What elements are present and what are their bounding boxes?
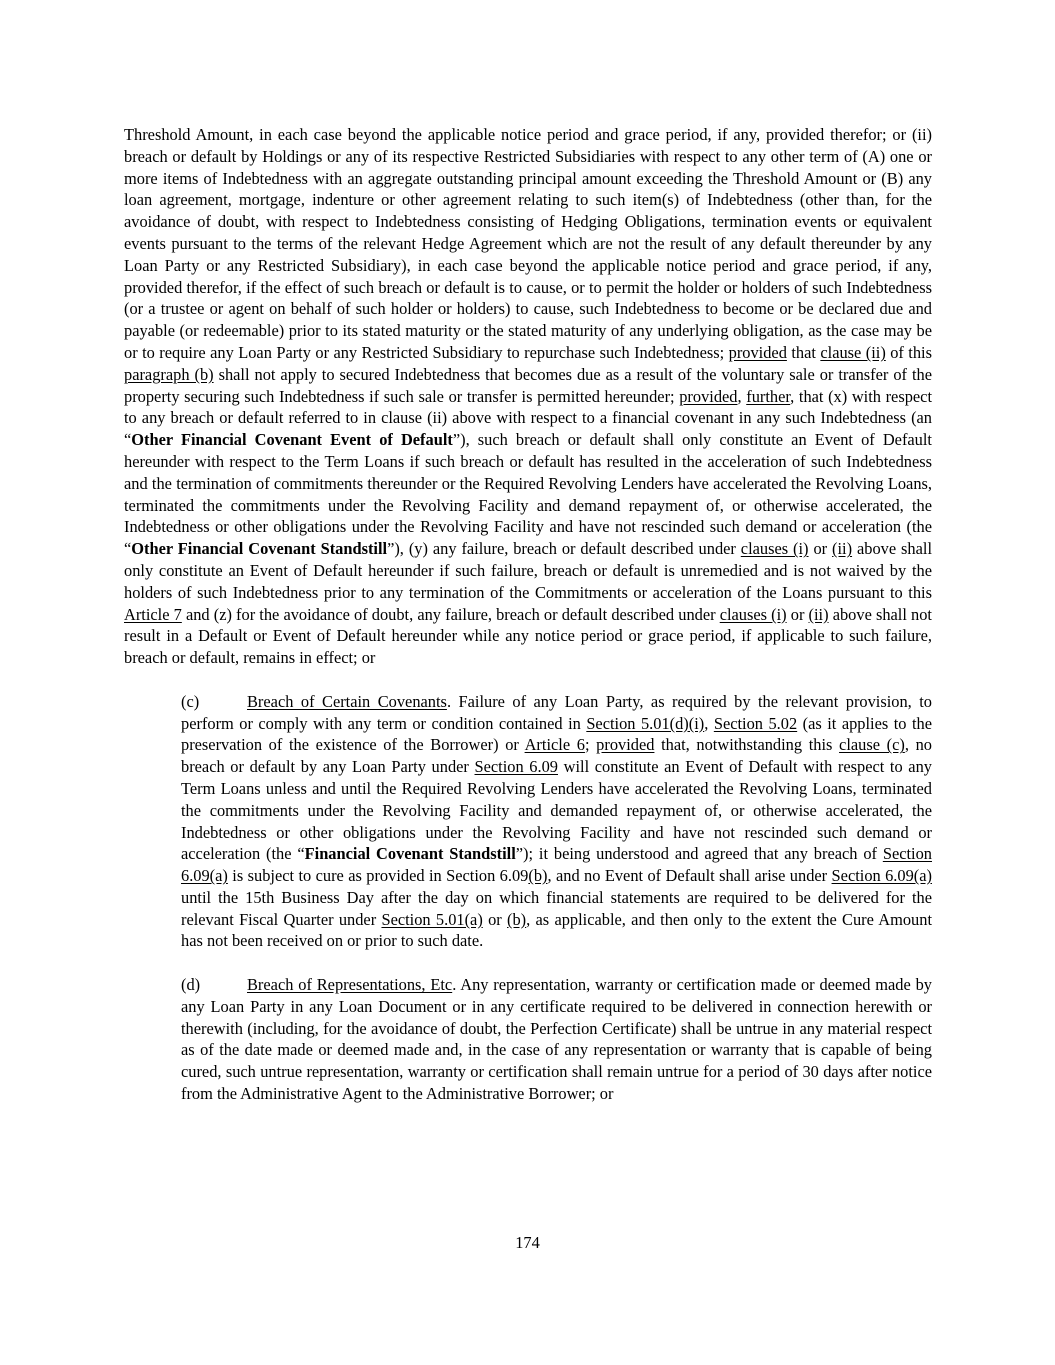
underlined-reference: Breach of Representations, Etc	[247, 975, 453, 995]
text-run: ;	[584, 735, 597, 755]
clause-label: (d)	[181, 975, 201, 995]
paragraph-d-breach-of-representations	[124, 974, 932, 1105]
text-run: . Any representation, warranty or certification made or deemed made by any Loan Party in any Loan Document or in any certificate required to be delivered in connection herewith or therewith (including, for the avoidance of doubt, the Perfection Certificate) shall be untrue in any material respect as of the date made or deemed made and, in the case of any representation or warranty that is capable of being cured, such untrue representation, warranty or certification shall remain untrue for a period of 30 days after notice from the Administrative Agent to the Administrative Borrower; or	[181, 975, 932, 1104]
defined-term: Other Financial Covenant Event of Default	[131, 430, 453, 450]
text-run: until the 15th Business Day after the day on which financial statements are required to be delivered for the relevant Fiscal Quarter under	[181, 887, 932, 929]
text-run: , that (x) with respect to any breach or default referred to in clause (ii) above with respect to a financial covenant in any such Indebtedness (an “	[124, 386, 933, 450]
underlined-reference: (ii)	[832, 539, 853, 559]
text-run: or	[808, 539, 833, 559]
underlined-reference: provided	[679, 386, 738, 406]
underlined-reference: paragraph (b)	[124, 364, 214, 384]
underlined-reference: clause (ii)	[820, 342, 886, 362]
underlined-reference: clauses (i)	[740, 539, 809, 559]
text-run: Threshold Amount, in each case beyond the applicable notice period and grace period, if any, provided therefor; or (ii) breach or default by Holdings or any of its respective Restricted Subsidiaries with respect to any other term of (A) one or more items of Indebtedness with an aggregate outstanding principal amount exceeding the Threshold Amount or (B) any loan agreement, mortgage, indenture or other agreement relating to such item(s) of Indebtedness (other than, for the avoidance of doubt, with respect to Indebtedness consisting of Hedging Obligations, termination events or equivalent events pursuant to the terms of the relevant Hedge Agreement which are not the result of any default thereunder by any Loan Party or any Restricted Subsidiary), in each case beyond the applicable notice period and grace period, if any, provided therefor, if the effect of such breach or default is to cause, or to permit the holder or holders of such Indebtedness (or a trustee or agent on behalf of such holder or holders) to cause, such Indebtedness to become or be declared due and payable (or redeemable) prior to its stated maturity or the stated maturity of any underlying obligation, as the case may be or to require any Loan Party or any Restricted Subsidiary to repurchase such Indebtedness;	[124, 125, 932, 362]
underlined-reference: Section 5.01(a)	[381, 909, 483, 929]
text-run: , as applicable, and then only to the extent the Cure Amount has not been received on or prior to such date.	[181, 909, 933, 951]
underlined-reference: (b)	[507, 909, 527, 929]
underlined-reference: Article 6	[524, 735, 585, 755]
text-run: that	[786, 342, 821, 362]
text-run: will constitute an Event of Default with respect to any Term Loans unless and until the Required Revolving Lenders have accelerated the Revolving Loans, terminated the commitments under the Revolving Facility and demanded repayment of, or otherwise accelerated, the Indebtedness or other obligations under the Revolving Facility and have not rescinded such demand or acceleration (the “	[181, 757, 932, 864]
text-run: ,	[737, 386, 747, 406]
clause-label: (c)	[181, 691, 200, 711]
underlined-reference: (ii)	[808, 604, 829, 624]
underlined-reference: (b)	[528, 866, 548, 886]
underlined-reference: Article 7	[124, 604, 182, 624]
text-run: ”), such breach or default shall only constitute an Event of Default hereunder with respect to the Term Loans if such breach or default has resulted in the acceleration of such Indebtedness and the termination of commitments thereunder or the Required Revolving Lenders have accelerated the Revolving Loans, terminated the commitments under the Revolving Facility and demand repayment of, or otherwise accelerated, the Indebtedness or other obligations under the Revolving Facility and have not rescinded such demand or acceleration (the “	[124, 430, 932, 559]
paragraph-b-continuation	[124, 124, 932, 669]
text-run: , and no Event of Default shall arise under	[547, 866, 832, 886]
paragraph-c-breach-of-certain-covenants	[124, 691, 932, 953]
text-run: that, notwithstanding this	[654, 735, 840, 755]
underlined-reference: clauses (i)	[719, 604, 787, 624]
underlined-reference: clause (c)	[839, 735, 905, 755]
defined-term: Other Financial Covenant Standstill	[131, 539, 388, 559]
underlined-reference: Section 5.02	[713, 713, 798, 733]
page-number: 174	[515, 1233, 540, 1252]
text-run: . Failure of any Loan Party, as required by the relevant provision, to perform or comply with any term or condition contained in	[181, 691, 932, 733]
underlined-reference: Section 6.09(a)	[831, 866, 932, 886]
underlined-reference: provided	[596, 735, 655, 755]
text-run: above shall only constitute an Event of Default hereunder if such failure, breach or default is unremedied and is not waived by the holders of such Indebtedness prior to any termination of the Commitments or acceleration of the Loans pursuant to this	[124, 539, 932, 602]
text-run: ”); it being understood and agreed that any breach of	[515, 844, 883, 864]
text-run: , no breach or default by any Loan Party under	[181, 735, 933, 777]
defined-term: Financial Covenant Standstill	[304, 844, 516, 864]
underlined-reference: Section 5.01(d)(i)	[586, 713, 705, 733]
underlined-reference: provided	[728, 342, 787, 362]
text-run: of this	[885, 342, 932, 362]
underlined-reference: Section 6.09	[474, 757, 558, 777]
text-run: or	[786, 604, 809, 624]
text-run: and (z) for the avoidance of doubt, any failure, breach or default described under	[181, 604, 720, 624]
text-run: ”), (y) any failure, breach or default described under	[387, 539, 741, 559]
document-body	[124, 124, 932, 1105]
underlined-reference: Breach of Certain Covenants	[247, 691, 447, 711]
underlined-reference: Section 6.09(a)	[181, 844, 932, 886]
text-run: or	[482, 909, 508, 929]
text-run: ,	[704, 713, 714, 733]
text-run: is subject to cure as provided in Section 6.09	[227, 866, 529, 886]
text-run: (as it applies to the preservation of the existence of the Borrower) or	[181, 713, 933, 755]
text-run: above shall not result in a Default or Event of Default hereunder while any notice period or grace period, if applicable to such failure, breach or default, remains in effect; or	[124, 604, 932, 668]
text-run: shall not apply to secured Indebtedness that becomes due as a result of the voluntary sale or transfer of the property securing such Indebtedness if such sale or transfer is permitted hereunder;	[124, 364, 932, 406]
underlined-reference: further	[746, 386, 791, 406]
